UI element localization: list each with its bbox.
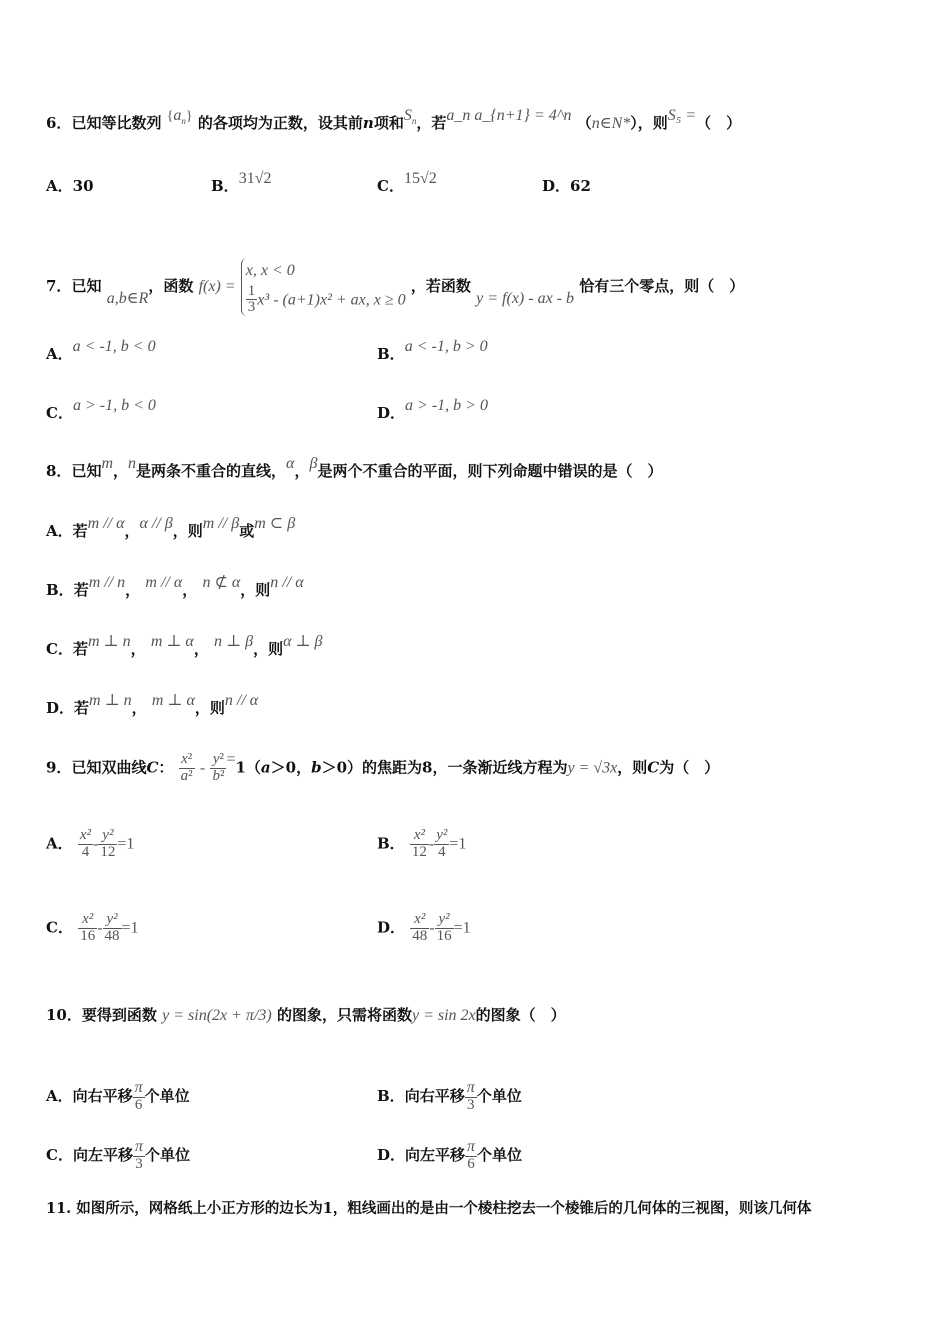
line-m: m xyxy=(101,455,114,472)
option-6b[interactable]: B．31√2 xyxy=(211,170,272,195)
function-y: y = f(x) - ax - b xyxy=(476,290,574,308)
sum-symbol: $S_n$ xyxy=(403,107,417,127)
option-10b[interactable]: B．向右平移 $\frac{\pi}{3}$ 个单位 xyxy=(377,1079,522,1113)
option-7a[interactable]: A．a < -1, b < 0 xyxy=(46,338,156,363)
question-11: 11. 如图所示，网格纸上小正方形的边长为1，粗线画出的是由一个棱柱挖去一个棱锥后的几何体的三视图，则该几何体 xyxy=(46,1200,812,1217)
question-text: ），则 xyxy=(630,114,668,132)
question-6 xyxy=(46,107,742,134)
piece-1: x, x < 0 xyxy=(245,262,295,279)
target-function: y = sin(2x + π/3) xyxy=(162,1007,272,1024)
domain-formula: n∈N* xyxy=(591,115,631,132)
question-10: 10．要得到函数 y = sin(2x + π/3) 的图象，只需将函数y = sin 2x的图象（ ） xyxy=(46,1006,566,1024)
option-8c[interactable]: C．若m ⊥ n， m ⊥ α， n ⊥ β，则α ⊥ β xyxy=(46,633,323,658)
sequence-symbol: $\{a_n\}$ xyxy=(166,107,193,126)
option-9b[interactable]: B． $\frac{\text{x²}}{12}$ - $\frac{\text{y²}}{4}$ =1 xyxy=(377,827,467,860)
asymptote-formula: y = √3x xyxy=(567,759,618,777)
plane-alpha: α xyxy=(286,455,295,472)
option-6d[interactable]: D．62 xyxy=(542,177,591,195)
option-7c[interactable]: C．a > -1, b < 0 xyxy=(46,397,156,422)
option-9c[interactable]: C． $\frac{\text{x²}}{16}$ - $\frac{\text{y²}}{48}$ =1 xyxy=(46,911,139,944)
condition-formula: a,b∈R xyxy=(106,290,149,308)
question-text: 已知 xyxy=(71,277,102,296)
question-text: （ ） xyxy=(696,114,742,132)
line-n: n xyxy=(128,455,137,472)
hyperbola-c: C xyxy=(146,758,159,777)
option-6a[interactable]: A．30 xyxy=(46,177,94,195)
option-6c[interactable]: C．15√2 xyxy=(377,170,437,195)
option-10a[interactable]: A．向右平移 $\frac{\pi}{6}$ 个单位 xyxy=(46,1079,190,1113)
condition-formula: a_n a_{n+1} = 4^n xyxy=(446,107,572,124)
question-text: ，若函数 xyxy=(410,277,471,296)
option-10d[interactable]: D．向左平移 $\frac{\pi}{6}$ 个单位 xyxy=(377,1138,523,1172)
piecewise-function xyxy=(241,258,406,316)
option-8d[interactable]: D．若m ⊥ n， m ⊥ α，则n // α xyxy=(46,692,259,717)
s5-formula: S₅ = xyxy=(667,107,697,124)
option-8a[interactable]: A．若m // α，α // β，则m // β或m ⊂ β xyxy=(46,515,296,540)
variable-n: n xyxy=(362,114,374,132)
question-text: ，若 xyxy=(416,114,447,132)
option-10c[interactable]: C．向左平移 $\frac{\pi}{3}$ 个单位 xyxy=(46,1138,190,1172)
question-9: 9．已知双曲线C： $\frac{\text{x²}}{\text{a²}}$ - $\frac{\text{y²}}{\text{b²}}$ =1（a＞0，b＞0）的焦距为8，一条渐近线方程为y = √3x，则C为（ ） xyxy=(46,751,720,784)
question-number: 6． xyxy=(46,114,72,132)
question-text: 已知等比数列 xyxy=(71,114,162,132)
question-8: 8．已知m，n是两条不重合的直线，α，β是两个不重合的平面，则下列命题中错误的是（ ） xyxy=(46,455,663,480)
source-function: y = sin 2x xyxy=(411,1007,476,1024)
piece-2: $\frac{1}{3}$ x³ - (a+1)x² + ax, x ≥ 0 xyxy=(247,282,406,316)
function-f: f(x) = xyxy=(198,278,236,296)
question-text: 项和 xyxy=(373,114,404,132)
option-7d[interactable]: D．a > -1, b > 0 xyxy=(377,397,488,422)
question-7: 7．已知 a,b∈R，函数 f(x) = x, x < 0 $\frac{1}{3}$ x³ - (a+1)x² + ax, x ≥ 0 ，若函数 y = f(x) - ax - b 恰有三个零点，则（ ） xyxy=(46,258,744,316)
option-8b[interactable]: B．若m // n， m // α， n ⊄ α，则n // α xyxy=(46,574,304,599)
plane-beta: β xyxy=(309,455,318,472)
question-text: （ xyxy=(576,114,592,132)
question-text: 恰有三个零点，则（ ） xyxy=(579,277,745,296)
option-7b[interactable]: B．a < -1, b > 0 xyxy=(377,338,488,363)
question-text: ，函数 xyxy=(148,277,194,296)
option-9a[interactable]: A． $\frac{\text{x²}}{4}$ - $\frac{\text{y²}}{12}$ =1 xyxy=(46,827,135,860)
question-text: 的各项均为正数，设其前 xyxy=(197,114,363,132)
option-9d[interactable]: D． $\frac{\text{x²}}{48}$ - $\frac{\text{y²}}{16}$ =1 xyxy=(377,911,471,944)
